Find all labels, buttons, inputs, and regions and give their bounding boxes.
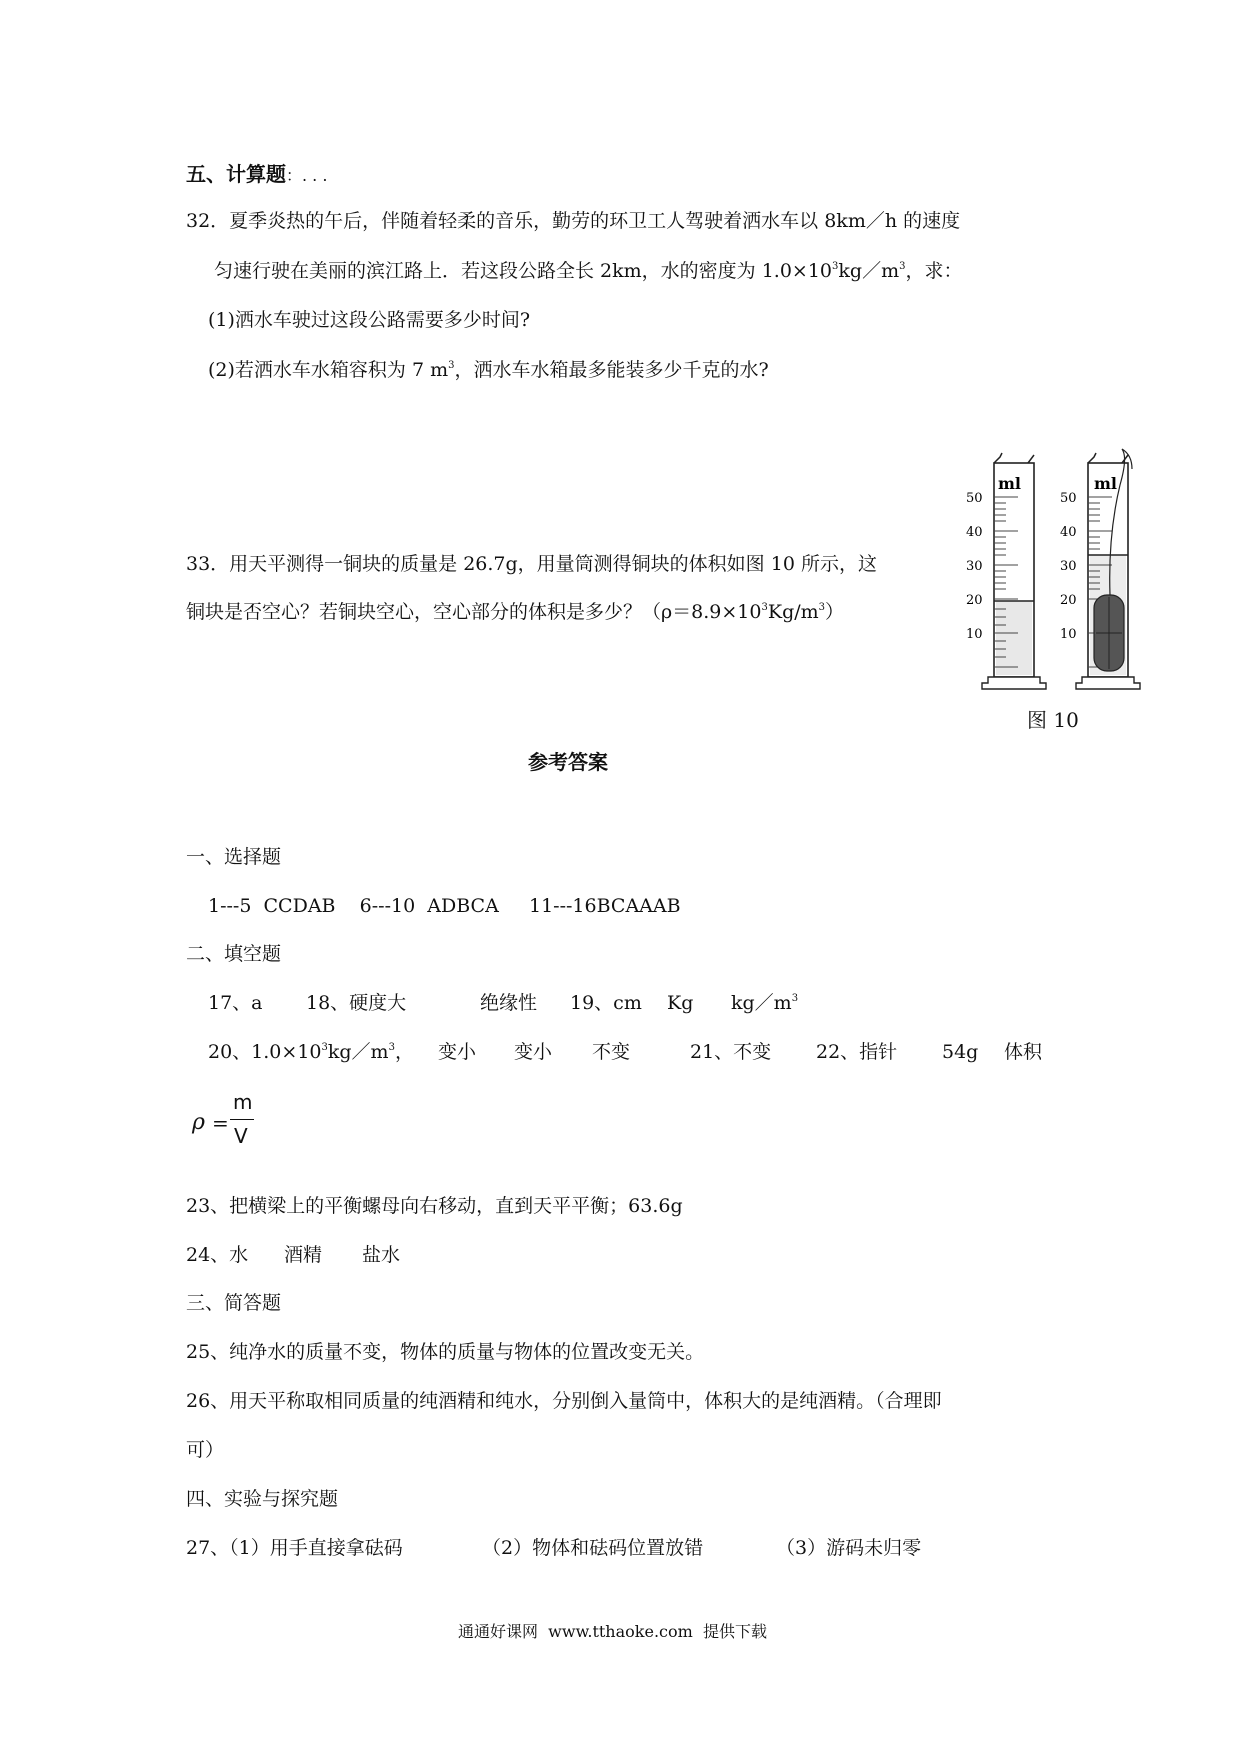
answer-25: 25、纯净水的质量不变，物体的质量与物体的位置改变无关。 — [186, 1341, 705, 1363]
tick-label: 10 — [1060, 627, 1077, 642]
answer-24-c: 盐水 — [362, 1244, 401, 1266]
answer-27-c: （3）游码未归零 — [776, 1537, 922, 1559]
answer-26-line-2: 可） — [186, 1439, 225, 1461]
answer-22: 22、指针 — [816, 1041, 898, 1063]
tick-label: 50 — [966, 491, 983, 506]
q32-sub-1: (1)洒水车驶过这段公路需要多少时间? — [208, 309, 531, 331]
figure-caption: 图 10 — [1027, 708, 1079, 732]
unit-label: ml — [998, 474, 1022, 493]
answer-17: 17、a — [208, 992, 263, 1014]
q32-sub-2: (2)若洒水车水箱容积为 7 $m^3$，洒水车水箱最多能装多少千克的水? — [208, 359, 769, 381]
page-footer: 通通好课网 www.tthaoke.com 提供下载 — [458, 1622, 767, 1641]
q32-line-1: 32．夏季炎热的午后，伴随着轻柔的音乐，勤劳的环卫工人驾驶着洒水车以 8km／h 的速度 — [186, 210, 961, 232]
answers-part3-heading: 三、简答题 — [186, 1292, 282, 1314]
cylinder-with-copper-block — [1060, 449, 1140, 689]
answer-23: 23、把横梁上的平衡螺母向右移动，直到天平平衡；63.6g — [186, 1195, 683, 1217]
answer-19-c: $kg/m^3$ — [731, 992, 799, 1014]
q33-line-2: 铜块是否空心？若铜块空心，空心部分的体积是多少？$(\rho=8.9\times 10^3Kg/m^3)$ — [186, 601, 845, 623]
answer-19: 19、cm — [570, 992, 642, 1014]
answers-title: 参考答案 — [528, 750, 608, 774]
answer-20-c: 变小 — [514, 1041, 553, 1063]
answer-22-b: 54g — [942, 1041, 979, 1063]
answer-22-c: 体积 — [1004, 1041, 1043, 1063]
answers-part2-heading: 二、填空题 — [186, 943, 282, 965]
answer-18-b: 绝缘性 — [480, 992, 538, 1014]
tick-label: 20 — [1060, 593, 1077, 608]
unit-label: ml — [1094, 474, 1118, 493]
section-heading: 五、计算题：. . . — [186, 162, 328, 186]
tick-label: 10 — [966, 627, 983, 642]
tick-label: 30 — [966, 559, 983, 574]
graduated-cylinders-figure — [960, 445, 1160, 715]
tick-label: 50 — [1060, 491, 1077, 506]
answer-24: 24、水 — [186, 1244, 249, 1266]
q33-line-1: 33．用天平测得一铜块的质量是 26.7g，用量筒测得铜块的体积如图 10 所示，这 — [186, 553, 877, 575]
fraction-bar — [230, 1119, 254, 1120]
answer-26-line-1: 26、用天平称取相同质量的纯酒精和纯水，分别倒入量筒中，体积大的是纯酒精。（合理即 — [186, 1390, 942, 1412]
answers-part1-line: 1---5 CCDAB 6---10 ADBCA 11---16BCAAAB — [208, 895, 681, 917]
answers-part1-heading: 一、选择题 — [186, 846, 282, 868]
answer-24-b: 酒精 — [284, 1244, 323, 1266]
answer-27-b: （2）物体和砝码位置放错 — [482, 1537, 704, 1559]
tick-label: 30 — [1060, 559, 1077, 574]
tick-label: 40 — [1060, 525, 1077, 540]
q32-line-2: 匀速行驶在美丽的滨江路上．若这段公路全长 2km，水的密度为 $1.0\times 10^3kg/m^3$，求： — [214, 260, 963, 282]
answer-20-b: 变小 — [438, 1041, 477, 1063]
answer-20-d: 不变 — [592, 1041, 631, 1063]
answers-part4-heading: 四、实验与探究题 — [186, 1488, 339, 1510]
cylinder-water-only — [966, 453, 1046, 689]
answer-18: 18、硬度大 — [306, 992, 407, 1014]
answer-20: 20、$1.0\times 10^3kg/m^3$， — [208, 1041, 414, 1063]
tick-label: 40 — [966, 525, 983, 540]
answer-19-b: Kg — [667, 992, 694, 1014]
answer-21: 21、不变 — [690, 1041, 772, 1063]
density-formula: ρ = m V — [192, 1090, 253, 1148]
answer-27: 27、（1）用手直接拿砝码 — [186, 1537, 403, 1559]
tick-label: 20 — [966, 593, 983, 608]
